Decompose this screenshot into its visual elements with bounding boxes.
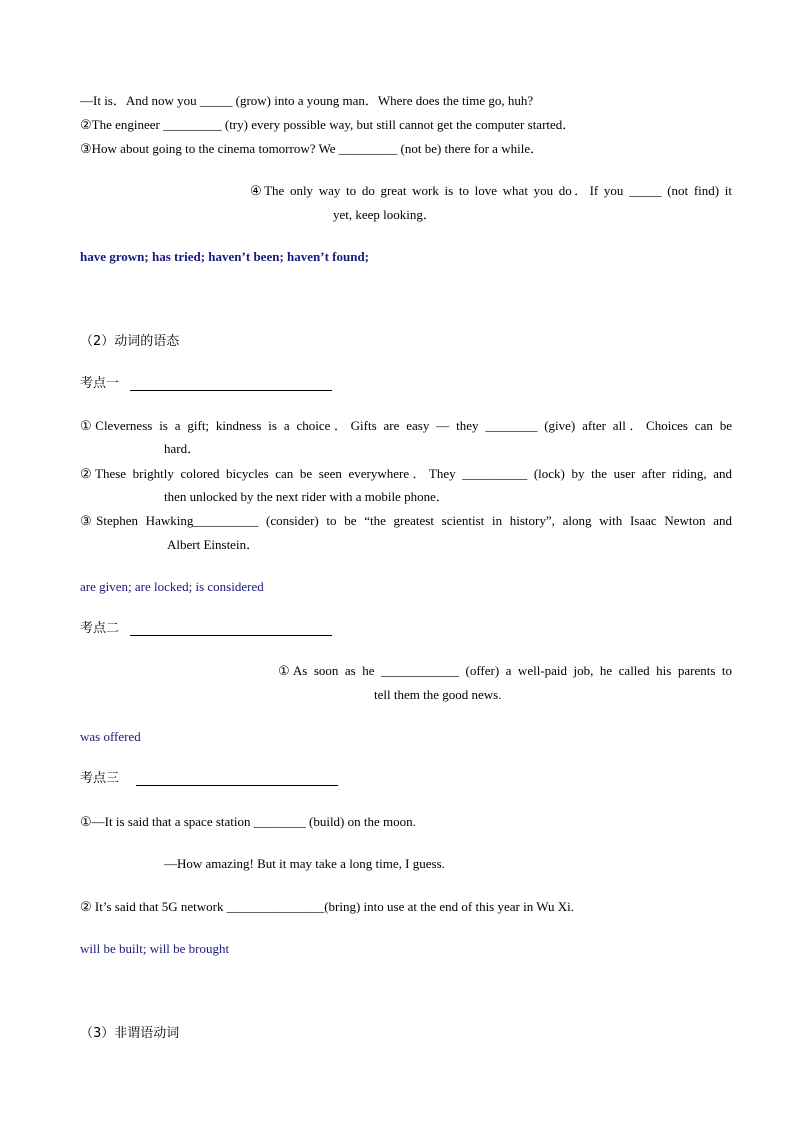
section-heading: （2）动词的语态 <box>80 334 180 349</box>
exercise-line: then unlocked by the next rider with a mobile phone． <box>164 489 449 504</box>
exercise-line: ②These brightly colored bicycles can be seen everywhere．They __________ (lock) by the user after riding, and <box>80 466 732 481</box>
point-label: 考点一 <box>80 376 120 391</box>
point-blank-line <box>130 635 332 636</box>
exercise-line: ② It’s said that 5G network _______________(bring) into use at the end of this year in Wu Xi. <box>80 899 574 914</box>
exercise-line: hard． <box>164 441 201 456</box>
answer-text: are given; are locked; is considered <box>80 579 264 594</box>
exercise-line: ①—It is said that a space station ________ (build) on the moon. <box>80 814 416 829</box>
answer-text: was offered <box>80 729 141 744</box>
point-blank-line <box>130 390 332 391</box>
exercise-line: ②The engineer _________ (try) every possible way, but still cannot get the computer started． <box>80 117 576 132</box>
exercise-line: ①As soon as he ____________ (offer) a well-paid job, he called his parents to <box>278 663 732 678</box>
answer-text: will be built; will be brought <box>80 941 230 956</box>
exercise-line: ④The only way to do great work is to love what you do．If you _____ (not find) it <box>250 183 732 198</box>
exercise-line: tell them the good news. <box>374 687 502 702</box>
exercise-line: —How amazing! But it may take a long time, I guess. <box>164 856 445 871</box>
exercise-line: —It is．And now you _____ (grow) into a young man．Where does the time go, huh? <box>80 93 534 108</box>
exercise-line: ①Cleverness is a gift; kindness is a choice．Gifts are easy — they ________ (give) after all．Choices can be <box>80 418 732 433</box>
point-label: 考点二 <box>80 621 120 636</box>
section-heading: （3）非谓语动词 <box>80 1026 180 1041</box>
answer-text: have grown; has tried; haven’t been; haven’t found; <box>80 249 370 264</box>
point-blank-line <box>136 785 338 786</box>
exercise-line: ③Stephen Hawking__________ (consider) to be “the greatest scientist in history”, along with Isaac Newton and <box>80 513 732 528</box>
exercise-line: Albert Einstein． <box>167 537 260 552</box>
exercise-line: ③How about going to the cinema tomorrow? We _________ (not be) there for a while． <box>80 141 544 156</box>
exercise-line: yet, keep looking． <box>333 207 436 222</box>
point-label: 考点三 <box>80 771 120 786</box>
